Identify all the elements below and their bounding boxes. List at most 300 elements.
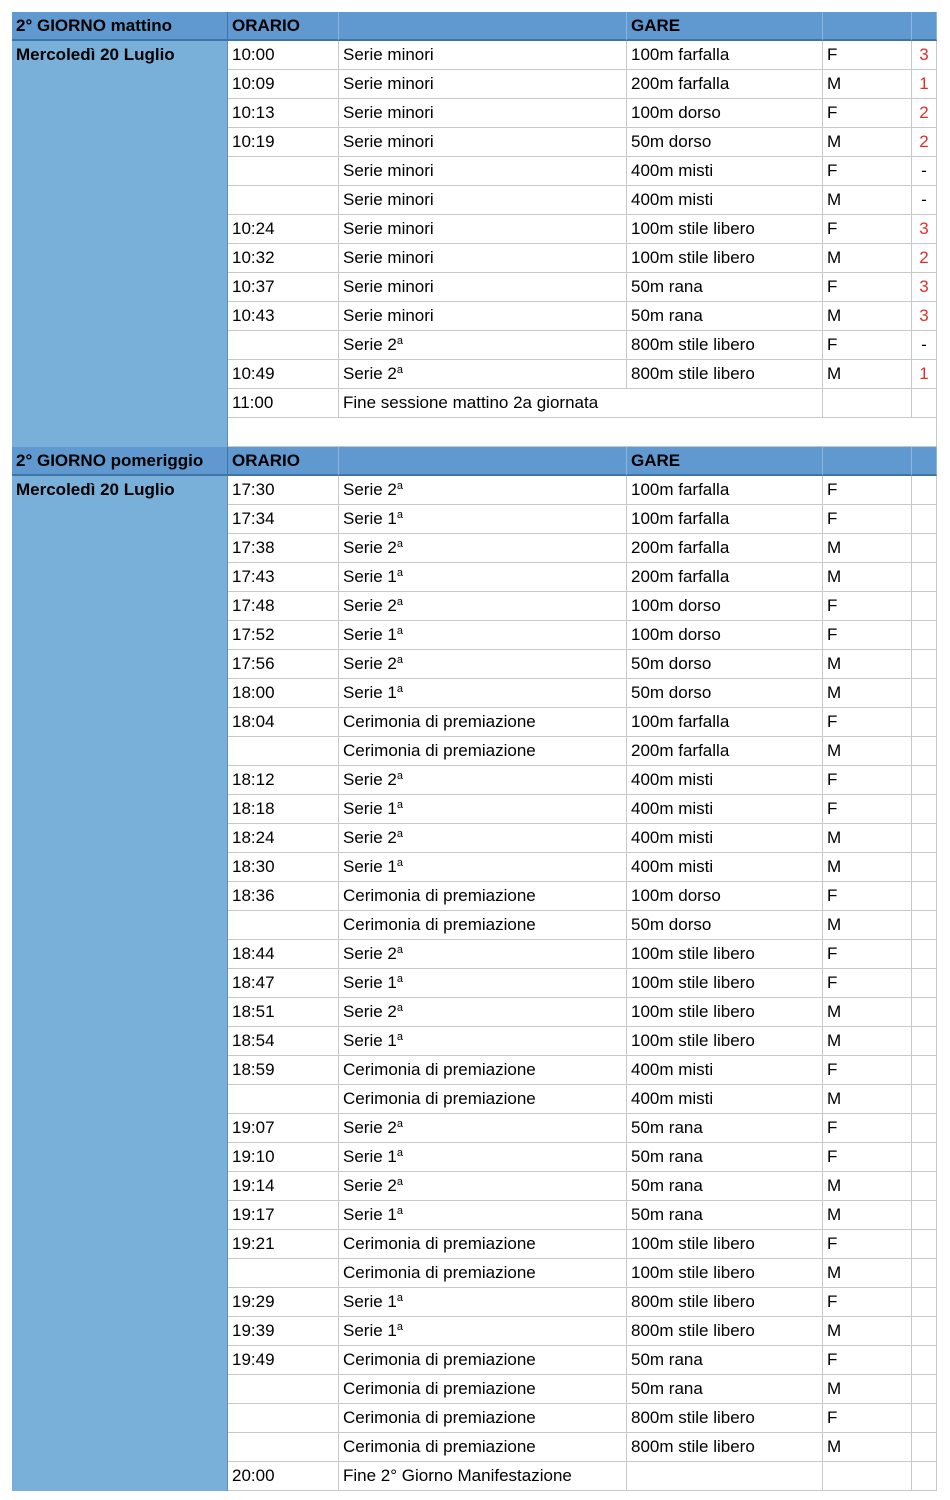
serie-cell[interactable] [339,737,627,766]
sex-cell[interactable]: F [823,1346,912,1375]
serie-cell[interactable] [339,302,627,331]
date-column-cell [12,360,228,389]
gara-cell[interactable]: 100m dorso [627,882,823,911]
time-cell[interactable]: 18:54 [228,1027,339,1056]
orario-header[interactable]: ORARIO [228,447,339,476]
end-time-cell[interactable]: 20:00 [228,1462,339,1491]
table-row [12,650,937,679]
serie-label: Serie 1 [343,567,397,586]
gara-cell[interactable]: 400m misti [627,157,823,186]
num-cell[interactable] [912,1317,937,1346]
gara-cell[interactable]: 100m stile libero [627,244,823,273]
serie-cell[interactable] [339,795,627,824]
sex-cell[interactable]: M [823,679,912,708]
time-cell[interactable]: 18:30 [228,853,339,882]
date-column-cell [12,331,228,360]
serie-ordinal: a [396,364,403,376]
serie-label: Cerimonia di premiazione [343,1234,536,1253]
num-cell[interactable] [912,1230,937,1259]
date-column-cell [12,969,228,998]
table-row [12,215,937,244]
time-cell[interactable]: 17:34 [228,505,339,534]
time-cell[interactable]: 19:10 [228,1143,339,1172]
sex-cell[interactable]: F [823,215,912,244]
serie-cell[interactable] [339,1114,627,1143]
table-row [12,1288,937,1317]
sex-cell[interactable]: M [823,302,912,331]
sex-cell[interactable]: F [823,940,912,969]
num-cell[interactable] [912,853,937,882]
gara-cell[interactable]: 50m dorso [627,650,823,679]
sex-cell[interactable]: F [823,273,912,302]
gara-cell[interactable]: 800m stile libero [627,331,823,360]
num-cell[interactable]: 2 [912,128,937,157]
time-cell[interactable] [228,911,339,940]
num-cell[interactable] [912,1375,937,1404]
time-cell[interactable] [228,1404,339,1433]
serie-cell[interactable] [339,1230,627,1259]
serie-cell[interactable] [339,476,627,505]
serie-cell[interactable] [339,882,627,911]
time-cell[interactable]: 19:14 [228,1172,339,1201]
gara-cell[interactable]: 800m stile libero [627,1433,823,1462]
num-cell[interactable] [912,1085,937,1114]
serie-label: Serie 2 [343,596,397,615]
gara-cell[interactable]: 400m misti [627,1085,823,1114]
table-row [12,1143,937,1172]
num-cell[interactable] [912,766,937,795]
sex-cell[interactable]: F [823,1143,912,1172]
num-cell[interactable]: 3 [912,302,937,331]
num-cell[interactable]: 2 [912,99,937,128]
num-cell[interactable] [912,1288,937,1317]
num-cell[interactable]: 3 [912,41,937,70]
sex-cell[interactable]: F [823,41,912,70]
time-cell[interactable]: 19:17 [228,1201,339,1230]
gara-cell[interactable]: 100m dorso [627,592,823,621]
sex-cell[interactable]: F [823,708,912,737]
sex-cell[interactable]: F [823,592,912,621]
time-cell[interactable]: 17:48 [228,592,339,621]
empty-cell[interactable] [228,418,937,447]
serie-label: Cerimonia di premiazione [343,886,536,905]
gara-cell[interactable]: 100m stile libero [627,1259,823,1288]
sex-cell[interactable]: F [823,505,912,534]
serie-label: Serie 2 [343,654,397,673]
date-column-cell [12,1288,228,1317]
serie-cell[interactable] [339,1404,627,1433]
date-column-cell [12,940,228,969]
session-date[interactable]: Mercoledì 20 Luglio [12,41,228,70]
serie-cell[interactable] [339,244,627,273]
sex-cell[interactable]: M [823,1317,912,1346]
num-cell[interactable] [912,1433,937,1462]
table-row [12,969,937,998]
time-cell[interactable] [228,1085,339,1114]
date-column-cell [12,592,228,621]
serie-label: Cerimonia di premiazione [343,1379,536,1398]
gara-cell[interactable]: 400m misti [627,1056,823,1085]
num-cell[interactable] [912,1346,937,1375]
num-cell[interactable] [912,592,937,621]
end-text-cell[interactable]: Fine sessione mattino 2a giornata [339,389,823,418]
serie-cell[interactable] [339,940,627,969]
date-column-cell [12,1172,228,1201]
serie-label: Serie 2 [343,944,397,963]
sex-cell[interactable]: F [823,766,912,795]
time-cell[interactable]: 10:24 [228,215,339,244]
sex-cell[interactable]: M [823,1375,912,1404]
time-cell[interactable]: 18:04 [228,708,339,737]
time-cell[interactable]: 19:21 [228,1230,339,1259]
gara-cell[interactable] [627,1462,823,1491]
gara-cell[interactable]: 50m rana [627,1172,823,1201]
serie-cell[interactable] [339,853,627,882]
serie-ordinal: a [396,683,403,695]
num-cell[interactable]: 1 [912,360,937,389]
serie-label: Cerimonia di premiazione [343,1089,536,1108]
time-cell[interactable]: 17:43 [228,563,339,592]
sex-cell[interactable]: M [823,998,912,1027]
serie-label: Serie 1 [343,625,397,644]
serie-cell[interactable] [339,1346,627,1375]
time-cell[interactable]: 18:44 [228,940,339,969]
time-cell[interactable]: 18:18 [228,795,339,824]
table-row [12,766,937,795]
num-cell[interactable] [912,708,937,737]
time-cell[interactable] [228,331,339,360]
gara-cell[interactable]: 200m farfalla [627,563,823,592]
serie-cell[interactable] [339,331,627,360]
serie-cell[interactable] [339,679,627,708]
sex-cell[interactable]: F [823,795,912,824]
num-cell[interactable] [912,1027,937,1056]
serie-cell[interactable] [339,563,627,592]
num-header[interactable] [912,12,937,41]
serie-cell[interactable] [339,1259,627,1288]
serie-cell[interactable] [339,215,627,244]
time-cell[interactable]: 17:38 [228,534,339,563]
time-cell[interactable]: 18:51 [228,998,339,1027]
gara-cell[interactable]: 50m rana [627,1375,823,1404]
sex-cell[interactable]: M [823,1201,912,1230]
serie-label: Serie minori [343,161,434,180]
serie-cell[interactable] [339,1288,627,1317]
time-cell[interactable]: 18:00 [228,679,339,708]
serie-cell[interactable] [339,911,627,940]
time-cell[interactable]: 10:00 [228,41,339,70]
serie-cell[interactable] [339,766,627,795]
gara-cell[interactable]: 800m stile libero [627,1317,823,1346]
table-row [12,708,937,737]
time-cell[interactable] [228,186,339,215]
serie-cell[interactable] [339,592,627,621]
num-header[interactable] [912,447,937,476]
sex-cell[interactable]: F [823,1288,912,1317]
sex-cell[interactable]: M [823,1259,912,1288]
sex-cell[interactable]: M [823,563,912,592]
date-column-cell [12,1143,228,1172]
time-cell[interactable] [228,1375,339,1404]
sex-header[interactable] [823,447,912,476]
serie-cell[interactable] [339,186,627,215]
end-time-cell[interactable]: 11:00 [228,389,339,418]
date-column-cell [12,795,228,824]
num-cell[interactable] [912,824,937,853]
num-cell[interactable] [912,563,937,592]
gara-cell[interactable]: 100m farfalla [627,476,823,505]
sex-cell[interactable]: M [823,244,912,273]
gara-cell[interactable]: 400m misti [627,766,823,795]
serie-label: Serie minori [343,103,434,122]
num-cell[interactable] [912,1172,937,1201]
num-cell[interactable]: - [912,157,937,186]
sex-cell[interactable]: M [823,853,912,882]
gare-header[interactable]: GARE [627,12,823,41]
gara-cell[interactable]: 200m farfalla [627,737,823,766]
gara-cell[interactable]: 200m farfalla [627,70,823,99]
gara-cell[interactable]: 800m stile libero [627,360,823,389]
num-cell[interactable] [912,911,937,940]
serie-header[interactable] [339,12,627,41]
time-cell[interactable]: 10:32 [228,244,339,273]
time-cell[interactable]: 19:07 [228,1114,339,1143]
sex-cell[interactable]: F [823,1114,912,1143]
gare-header[interactable]: GARE [627,447,823,476]
gara-cell[interactable]: 100m stile libero [627,1230,823,1259]
time-cell[interactable]: 10:19 [228,128,339,157]
time-cell[interactable]: 18:47 [228,969,339,998]
time-cell[interactable] [228,1433,339,1462]
num-cell[interactable] [912,621,937,650]
time-cell[interactable]: 19:29 [228,1288,339,1317]
serie-cell[interactable] [339,128,627,157]
serie-ordinal: a [396,1321,403,1333]
serie-cell[interactable] [339,360,627,389]
gara-cell[interactable]: 50m rana [627,1143,823,1172]
gara-cell[interactable]: 50m dorso [627,911,823,940]
num-cell[interactable] [912,1143,937,1172]
num-cell[interactable] [912,679,937,708]
schedule-sheet [12,12,937,1491]
gara-cell[interactable]: 100m stile libero [627,940,823,969]
sex-cell[interactable]: M [823,186,912,215]
num-cell[interactable] [912,882,937,911]
end-text-cell[interactable]: Fine 2° Giorno Manifestazione [339,1462,627,1491]
sex-cell[interactable]: M [823,650,912,679]
table-row [12,302,937,331]
num-cell[interactable] [912,1404,937,1433]
sex-cell[interactable] [823,1462,912,1491]
serie-cell[interactable] [339,505,627,534]
sex-cell[interactable]: M [823,1433,912,1462]
num-cell[interactable]: 1 [912,70,937,99]
num-cell[interactable] [912,998,937,1027]
time-cell[interactable]: 17:30 [228,476,339,505]
gara-cell[interactable]: 50m rana [627,1114,823,1143]
num-cell[interactable] [912,534,937,563]
time-cell[interactable]: 17:56 [228,650,339,679]
serie-cell[interactable] [339,534,627,563]
table-row [12,1201,937,1230]
num-cell[interactable] [912,737,937,766]
time-cell[interactable] [228,157,339,186]
sex-cell[interactable]: F [823,331,912,360]
num-cell[interactable]: - [912,186,937,215]
gara-cell[interactable]: 100m stile libero [627,969,823,998]
date-column-cell [12,534,228,563]
num-cell[interactable] [912,1056,937,1085]
gara-cell[interactable]: 100m stile libero [627,1027,823,1056]
sex-cell[interactable]: M [823,1027,912,1056]
sex-cell[interactable]: M [823,1172,912,1201]
serie-label: Serie 1 [343,799,397,818]
num-cell[interactable] [912,1462,937,1491]
serie-cell[interactable] [339,621,627,650]
time-cell[interactable]: 10:43 [228,302,339,331]
serie-cell[interactable] [339,1027,627,1056]
serie-cell[interactable] [339,824,627,853]
num-cell[interactable] [912,795,937,824]
serie-label: Serie 1 [343,683,397,702]
num-cell[interactable] [912,1259,937,1288]
sex-cell[interactable]: F [823,1230,912,1259]
sex-cell[interactable]: M [823,1085,912,1114]
gara-cell[interactable]: 400m misti [627,853,823,882]
num-cell[interactable]: 2 [912,244,937,273]
table-row [12,882,937,911]
serie-cell[interactable] [339,1317,627,1346]
gap-row [12,418,937,447]
table-row [12,1317,937,1346]
session-date[interactable]: Mercoledì 20 Luglio [12,476,228,505]
serie-cell[interactable] [339,70,627,99]
sex-cell[interactable]: F [823,969,912,998]
serie-cell[interactable] [339,99,627,128]
time-cell[interactable]: 18:24 [228,824,339,853]
sex-cell[interactable]: M [823,70,912,99]
date-column-cell [12,766,228,795]
gara-cell[interactable]: 400m misti [627,186,823,215]
sex-cell[interactable]: F [823,476,912,505]
num-cell[interactable] [912,389,937,418]
serie-header[interactable] [339,447,627,476]
gara-cell[interactable]: 800m stile libero [627,1404,823,1433]
sex-cell[interactable] [823,389,912,418]
time-cell[interactable]: 18:12 [228,766,339,795]
num-cell[interactable] [912,505,937,534]
serie-cell[interactable] [339,273,627,302]
gara-cell[interactable]: 800m stile libero [627,1288,823,1317]
sex-cell[interactable]: M [823,534,912,563]
date-column-cell [12,650,228,679]
morning-session-title[interactable]: 2° GIORNO mattino [12,12,228,41]
time-cell[interactable] [228,737,339,766]
num-cell[interactable] [912,1201,937,1230]
serie-cell[interactable] [339,1085,627,1114]
num-cell[interactable] [912,476,937,505]
sex-cell[interactable]: F [823,621,912,650]
sex-cell[interactable]: M [823,911,912,940]
serie-cell[interactable] [339,969,627,998]
time-cell[interactable]: 10:13 [228,99,339,128]
time-cell[interactable] [228,1259,339,1288]
time-cell[interactable]: 18:36 [228,882,339,911]
gara-cell[interactable]: 50m dorso [627,679,823,708]
sex-cell[interactable]: F [823,157,912,186]
gara-cell[interactable]: 50m rana [627,273,823,302]
sex-cell[interactable]: M [823,360,912,389]
num-cell[interactable] [912,969,937,998]
serie-cell[interactable] [339,41,627,70]
serie-cell[interactable] [339,1143,627,1172]
gara-cell[interactable]: 100m stile libero [627,998,823,1027]
gara-cell[interactable]: 100m farfalla [627,41,823,70]
afternoon-session-title[interactable]: 2° GIORNO pomeriggio [12,447,228,476]
date-column-cell [12,186,228,215]
orario-header[interactable]: ORARIO [228,12,339,41]
serie-cell[interactable] [339,157,627,186]
time-cell[interactable]: 10:09 [228,70,339,99]
gara-cell[interactable]: 50m dorso [627,128,823,157]
time-cell[interactable]: 18:59 [228,1056,339,1085]
gara-cell[interactable]: 100m dorso [627,621,823,650]
gara-cell[interactable]: 200m farfalla [627,534,823,563]
sex-header[interactable] [823,12,912,41]
time-cell[interactable]: 10:49 [228,360,339,389]
gara-cell[interactable]: 400m misti [627,824,823,853]
serie-cell[interactable] [339,1375,627,1404]
date-column-cell [12,1346,228,1375]
gara-cell[interactable]: 100m stile libero [627,215,823,244]
num-cell[interactable] [912,940,937,969]
serie-cell[interactable] [339,1433,627,1462]
serie-cell[interactable] [339,1201,627,1230]
time-cell[interactable]: 10:37 [228,273,339,302]
serie-cell[interactable] [339,708,627,737]
sex-cell[interactable]: F [823,1056,912,1085]
gara-cell[interactable]: 400m misti [627,795,823,824]
sex-cell[interactable]: M [823,737,912,766]
sex-cell[interactable]: F [823,882,912,911]
sex-cell[interactable]: M [823,824,912,853]
serie-cell[interactable] [339,1172,627,1201]
gara-cell[interactable]: 100m dorso [627,99,823,128]
gara-cell[interactable]: 50m rana [627,1346,823,1375]
gara-cell[interactable]: 50m rana [627,302,823,331]
num-cell[interactable] [912,650,937,679]
serie-cell[interactable] [339,650,627,679]
table-row [12,186,937,215]
serie-label: Serie 1 [343,509,397,528]
num-cell[interactable]: 3 [912,273,937,302]
serie-cell[interactable] [339,998,627,1027]
gara-cell[interactable]: 50m rana [627,1201,823,1230]
gara-cell[interactable]: 100m farfalla [627,505,823,534]
sex-cell[interactable]: F [823,1404,912,1433]
time-cell[interactable]: 19:49 [228,1346,339,1375]
gara-cell[interactable]: 100m farfalla [627,708,823,737]
serie-cell[interactable] [339,1056,627,1085]
sex-cell[interactable]: F [823,99,912,128]
num-cell[interactable]: 3 [912,215,937,244]
time-cell[interactable]: 17:52 [228,621,339,650]
time-cell[interactable]: 19:39 [228,1317,339,1346]
num-cell[interactable] [912,1114,937,1143]
serie-label: Serie minori [343,190,434,209]
sex-cell[interactable]: M [823,128,912,157]
num-cell[interactable]: - [912,331,937,360]
